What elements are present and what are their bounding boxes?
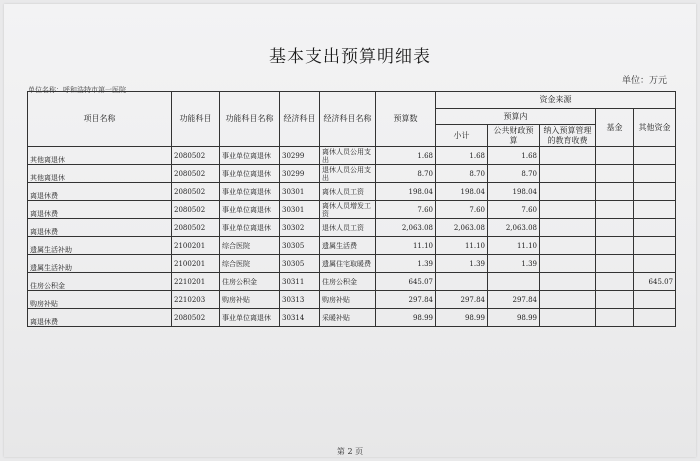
econ-name-cell: 退休人员工资 <box>320 219 376 237</box>
edu-fee-cell <box>540 255 596 273</box>
func-code-cell: 2080502 <box>172 201 220 219</box>
fund-cell <box>596 237 634 255</box>
public-fund-cell: 198.04 <box>488 183 540 201</box>
subtotal-cell: 2,063.08 <box>436 219 488 237</box>
fund-cell <box>596 291 634 309</box>
subtotal-cell: 8.70 <box>436 165 488 183</box>
func-name-cell: 事业单位离退休 <box>220 165 280 183</box>
budget-cell: 645.07 <box>376 273 436 291</box>
econ-name-cell: 遗属生活费 <box>320 237 376 255</box>
other-fund-cell <box>634 183 676 201</box>
econ-name-cell: 住房公积金 <box>320 273 376 291</box>
other-fund-cell <box>634 165 676 183</box>
header-fund: 基金 <box>596 109 634 147</box>
table-row <box>28 273 676 291</box>
econ-name-cell: 退休人员公用支出 <box>320 165 376 183</box>
header-fund-source: 资金来源 <box>436 92 676 109</box>
econ-name-cell: 离休人员公用支出 <box>320 147 376 165</box>
edu-fee-cell <box>540 309 596 327</box>
subtotal-cell: 7.60 <box>436 201 488 219</box>
econ-code-cell: 30305 <box>280 237 320 255</box>
subtotal-cell: 1.68 <box>436 147 488 165</box>
budget-cell: 7.60 <box>376 201 436 219</box>
edu-fee-cell <box>540 291 596 309</box>
header-econ-code: 经济科目 <box>280 92 320 147</box>
func-code-cell: 2210203 <box>172 291 220 309</box>
econ-code-cell: 30311 <box>280 273 320 291</box>
item-cell: 离退休费 <box>28 219 172 237</box>
header-edu-fee: 纳入预算管理的教育收费 <box>540 125 596 147</box>
table-row <box>28 183 676 201</box>
econ-name-cell: 离休人员工资 <box>320 183 376 201</box>
subtotal-cell: 1.39 <box>436 255 488 273</box>
document-title: 基本支出预算明细表 <box>269 47 431 67</box>
budget-cell: 8.70 <box>376 165 436 183</box>
other-fund-cell <box>634 201 676 219</box>
func-code-cell: 2080502 <box>172 183 220 201</box>
public-fund-cell: 1.39 <box>488 255 540 273</box>
other-fund-cell <box>634 309 676 327</box>
public-fund-cell: 7.60 <box>488 201 540 219</box>
fund-cell <box>596 183 634 201</box>
fund-cell <box>596 147 634 165</box>
func-name-cell: 事业单位离退休 <box>220 309 280 327</box>
econ-name-cell: 采暖补贴 <box>320 309 376 327</box>
item-cell: 住房公积金 <box>28 273 172 291</box>
edu-fee-cell <box>540 273 596 291</box>
budget-cell: 198.04 <box>376 183 436 201</box>
table-row <box>28 291 676 309</box>
econ-name-cell: 遗属住宅取暖费 <box>320 255 376 273</box>
econ-code-cell: 30313 <box>280 291 320 309</box>
subtotal-cell: 198.04 <box>436 183 488 201</box>
public-fund-cell <box>488 273 540 291</box>
item-cell: 离退休费 <box>28 309 172 327</box>
header-budget: 预算数 <box>376 92 436 147</box>
subtotal-cell: 98.99 <box>436 309 488 327</box>
budget-cell: 1.68 <box>376 147 436 165</box>
econ-name-cell: 离休人员增发工资 <box>320 201 376 219</box>
header-inbudget: 预算内 <box>436 109 596 125</box>
other-fund-cell: 645.07 <box>634 273 676 291</box>
econ-code-cell: 30299 <box>280 165 320 183</box>
budget-cell: 1.39 <box>376 255 436 273</box>
header-subtotal: 小计 <box>436 125 488 147</box>
header-item: 项目名称 <box>28 92 172 147</box>
item-cell: 离退休费 <box>28 183 172 201</box>
func-code-cell: 2210201 <box>172 273 220 291</box>
header-econ-name: 经济科目名称 <box>320 92 376 147</box>
public-fund-cell: 2,063.08 <box>488 219 540 237</box>
header-public-fund: 公共财政预算 <box>488 125 540 147</box>
public-fund-cell: 11.10 <box>488 237 540 255</box>
item-cell: 遗属生活补助 <box>28 237 172 255</box>
econ-code-cell: 30305 <box>280 255 320 273</box>
econ-code-cell: 30301 <box>280 201 320 219</box>
header-other: 其他资金 <box>634 109 676 147</box>
page-number: 第 2 页 <box>336 447 364 456</box>
func-name-cell: 事业单位离退休 <box>220 183 280 201</box>
header-func-name: 功能科目名称 <box>220 92 280 147</box>
func-code-cell: 2080502 <box>172 309 220 327</box>
table-row <box>28 309 676 327</box>
table-row <box>28 147 676 165</box>
func-name-cell: 综合医院 <box>220 237 280 255</box>
table-row <box>28 165 676 183</box>
header-func-code: 功能科目 <box>172 92 220 147</box>
other-fund-cell <box>634 219 676 237</box>
econ-code-cell: 30314 <box>280 309 320 327</box>
public-fund-cell: 8.70 <box>488 165 540 183</box>
subtotal-cell: 11.10 <box>436 237 488 255</box>
public-fund-cell: 98.99 <box>488 309 540 327</box>
edu-fee-cell <box>540 237 596 255</box>
budget-detail-table <box>27 91 676 327</box>
func-name-cell: 综合医院 <box>220 255 280 273</box>
func-code-cell: 2080502 <box>172 219 220 237</box>
fund-cell <box>596 255 634 273</box>
fund-cell <box>596 201 634 219</box>
table-row <box>28 255 676 273</box>
other-fund-cell <box>634 237 676 255</box>
econ-code-cell: 30302 <box>280 219 320 237</box>
fund-cell <box>596 219 634 237</box>
econ-code-cell: 30299 <box>280 147 320 165</box>
func-code-cell: 2080502 <box>172 165 220 183</box>
econ-name-cell: 购房补贴 <box>320 291 376 309</box>
budget-cell: 297.84 <box>376 291 436 309</box>
table-row <box>28 201 676 219</box>
table-row <box>28 219 676 237</box>
edu-fee-cell <box>540 165 596 183</box>
public-fund-cell: 1.68 <box>488 147 540 165</box>
other-fund-cell <box>634 255 676 273</box>
budget-cell: 98.99 <box>376 309 436 327</box>
fund-cell <box>596 273 634 291</box>
subtotal-cell <box>436 273 488 291</box>
item-cell: 遗属生活补助 <box>28 255 172 273</box>
func-code-cell: 2100201 <box>172 255 220 273</box>
table-row <box>28 237 676 255</box>
fund-cell <box>596 165 634 183</box>
func-code-cell: 2100201 <box>172 237 220 255</box>
other-fund-cell <box>634 147 676 165</box>
item-cell: 购房补贴 <box>28 291 172 309</box>
item-cell: 其他离退休 <box>28 165 172 183</box>
item-cell: 其他离退休 <box>28 147 172 165</box>
edu-fee-cell <box>540 201 596 219</box>
fund-cell <box>596 309 634 327</box>
budget-cell: 2,063.08 <box>376 219 436 237</box>
subtotal-cell: 297.84 <box>436 291 488 309</box>
edu-fee-cell <box>540 183 596 201</box>
unit-label: 单位：万元 <box>621 76 667 86</box>
func-code-cell: 2080502 <box>172 147 220 165</box>
econ-code-cell: 30301 <box>280 183 320 201</box>
edu-fee-cell <box>540 147 596 165</box>
func-name-cell: 事业单位离退休 <box>220 219 280 237</box>
edu-fee-cell <box>540 219 596 237</box>
table-body <box>28 147 676 327</box>
func-name-cell: 事业单位离退休 <box>220 147 280 165</box>
organization-name: 单位名称：呼和浩特市第一医院 <box>28 86 126 94</box>
public-fund-cell: 297.84 <box>488 291 540 309</box>
budget-cell: 11.10 <box>376 237 436 255</box>
item-cell: 离退休费 <box>28 201 172 219</box>
func-name-cell: 事业单位离退休 <box>220 201 280 219</box>
func-name-cell: 购房补贴 <box>220 291 280 309</box>
func-name-cell: 住房公积金 <box>220 273 280 291</box>
other-fund-cell <box>634 291 676 309</box>
